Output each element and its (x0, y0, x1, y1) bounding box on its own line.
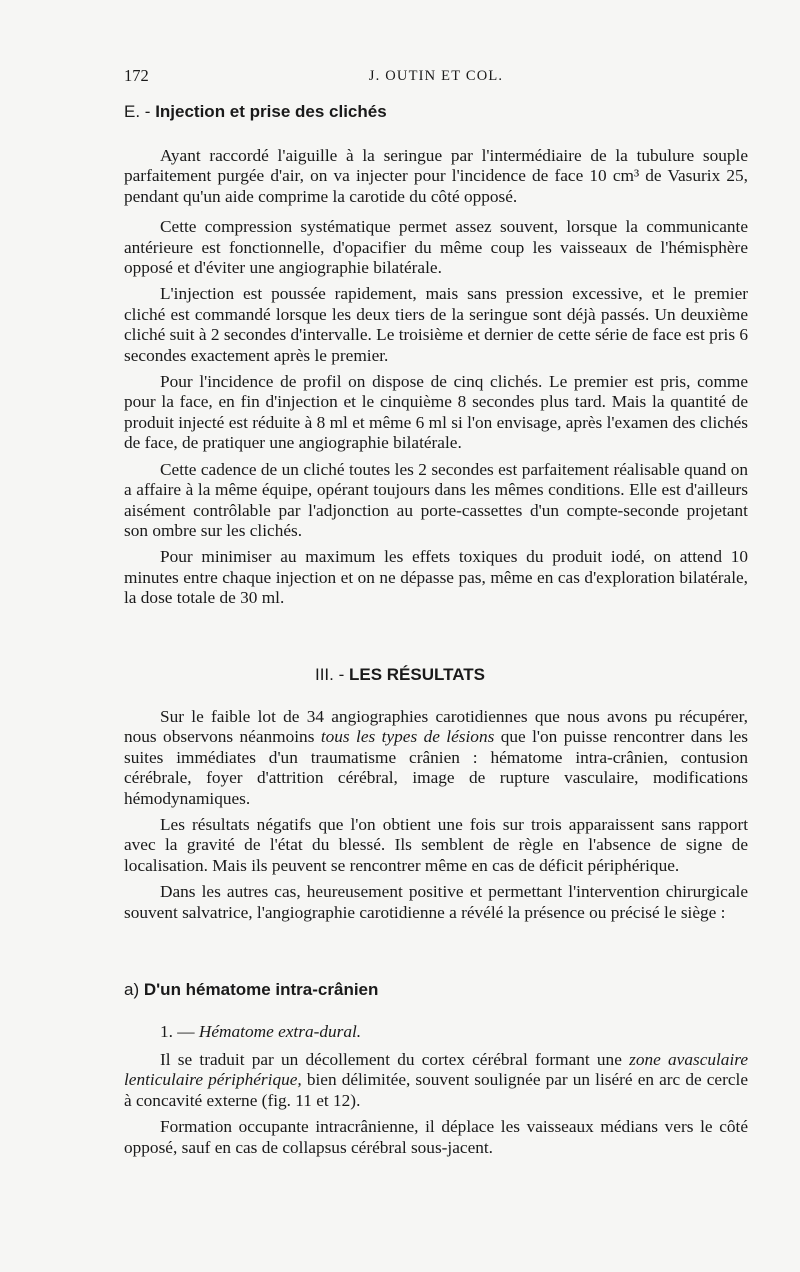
subsection-heading (160, 1022, 361, 1042)
section-a-prefix: a) (124, 980, 140, 999)
paragraph: Pour minimiser au maximum les effets toxiques du produit iodé, on attend 10 minutes entre chaque injection et on ne dépasse pas, même en cas d'exploration bilatérale, la dose totale de 30 ml. (124, 547, 748, 608)
paragraph (124, 1050, 748, 1111)
emphasis: tous les types de lésions (320, 727, 495, 747)
text-run: Il se traduit par un décollement du cortex cérébral formant une (160, 1050, 630, 1069)
text-run: bien délimitée, souvent soulignée par un liséré en arc de cercle à concavité externe (fig. 11 et 12). (124, 1070, 748, 1110)
paragraph: Cette compression systématique permet assez souvent, lorsque la communicante antérieure est fonctionnelle, d'opacifier du même coup les vaisseaux de l'hémisphère opposé et d'éviter une angiographie bilatérale. (124, 217, 748, 278)
section-e-prefix: E. - (124, 102, 151, 121)
paragraph: Dans les autres cas, heureusement positive et permettant l'intervention chirurgicale souvent salvatrice, l'angiographie carotidienne a révélé la présence ou précisé le siège : (124, 882, 748, 922)
paragraph: L'injection est poussée rapidement, mais sans pression excessive, et le premier cliché est commandé lorsque les deux tiers de la seringue sont déjà passés. Un deuxième cliché suit à 2 secondes d'intervalle. Le troisième et dernier de cette série de face est pris 6 secondes exactement après le premier. (124, 284, 749, 365)
paragraph (124, 707, 748, 809)
running-title: J. OUTIN ET COL. (368, 68, 504, 84)
section-a-heading (124, 980, 378, 1000)
section-a-title: D'un hématome intra-crânien (143, 980, 379, 999)
paragraph: Ayant raccordé l'aiguille à la seringue par l'intermédiaire de la tubulure souple parfaitement purgée d'air, on va injecter pour l'incidence de face 10 cm³ de Vasurix 25, pendant qu'un aide comprime la carotide du côté opposé. (124, 146, 748, 206)
section-e-body (124, 146, 748, 609)
section-e-heading (124, 102, 387, 122)
section-iii-prefix: III. - (314, 665, 345, 684)
section-e-title: Injection et prise des clichés (155, 102, 387, 121)
subsection-title: Hématome extra-dural. (198, 1022, 362, 1041)
section-iii-title: LES RÉSULTATS (349, 665, 485, 684)
subsection-number: 1. — (160, 1022, 195, 1041)
page-number: 172 (124, 66, 149, 85)
paragraph: Pour l'incidence de profil on dispose de cinq clichés. Le premier est pris, comme pour la face, en fin d'injection et le cinquième 8 secondes plus tard. Mais la quantité de produit injecté est réduite à 8 ml et même 6 ml si l'on envisage, après l'examen des clichés de face, de pratiquer une angiographie bilatérale. (124, 372, 748, 453)
section-iii-body (124, 707, 748, 923)
text-run: Sur le faible lot de 34 angiographies carotidiennes que nous avons pu récupérer, nous observons néanmoins (124, 707, 748, 747)
section-a-body (124, 1050, 748, 1158)
paragraph: Les résultats négatifs que l'on obtient une fois sur trois apparaissent sans rapport avec la gravité de l'état du blessé. Ils semblent de règle en l'absence de signe de localisation. Mais ils peuvent se rencontrer même en cas de déficit périphérique. (124, 815, 748, 875)
text-run: que l'on puisse rencontrer dans les suites immédiates d'un traumatisme crânien : hématome intra-crânien, contusion cérébrale, foyer d'attrition cérébral, image de rupture vasculaire, modifications hémodynamiques. (124, 727, 749, 808)
paragraph: Formation occupante intracrânienne, il déplace les vaisseaux médians vers le côté opposé, sauf en cas de collapsus cérébral sous-jacent. (124, 1117, 748, 1157)
running-header (124, 66, 748, 88)
emphasis: zone avasculaire lenticulaire périphérique, (124, 1050, 748, 1090)
paragraph: Cette cadence de un cliché toutes les 2 secondes est parfaitement réalisable quand on a affaire à la même équipe, opérant toujours dans les mêmes conditions. Elle est d'ailleurs aisément contrôlable par l'adjonction au porte-cassettes d'un compte-seconde projetant son ombre sur les clichés. (124, 459, 748, 540)
section-iii-heading (0, 665, 800, 685)
